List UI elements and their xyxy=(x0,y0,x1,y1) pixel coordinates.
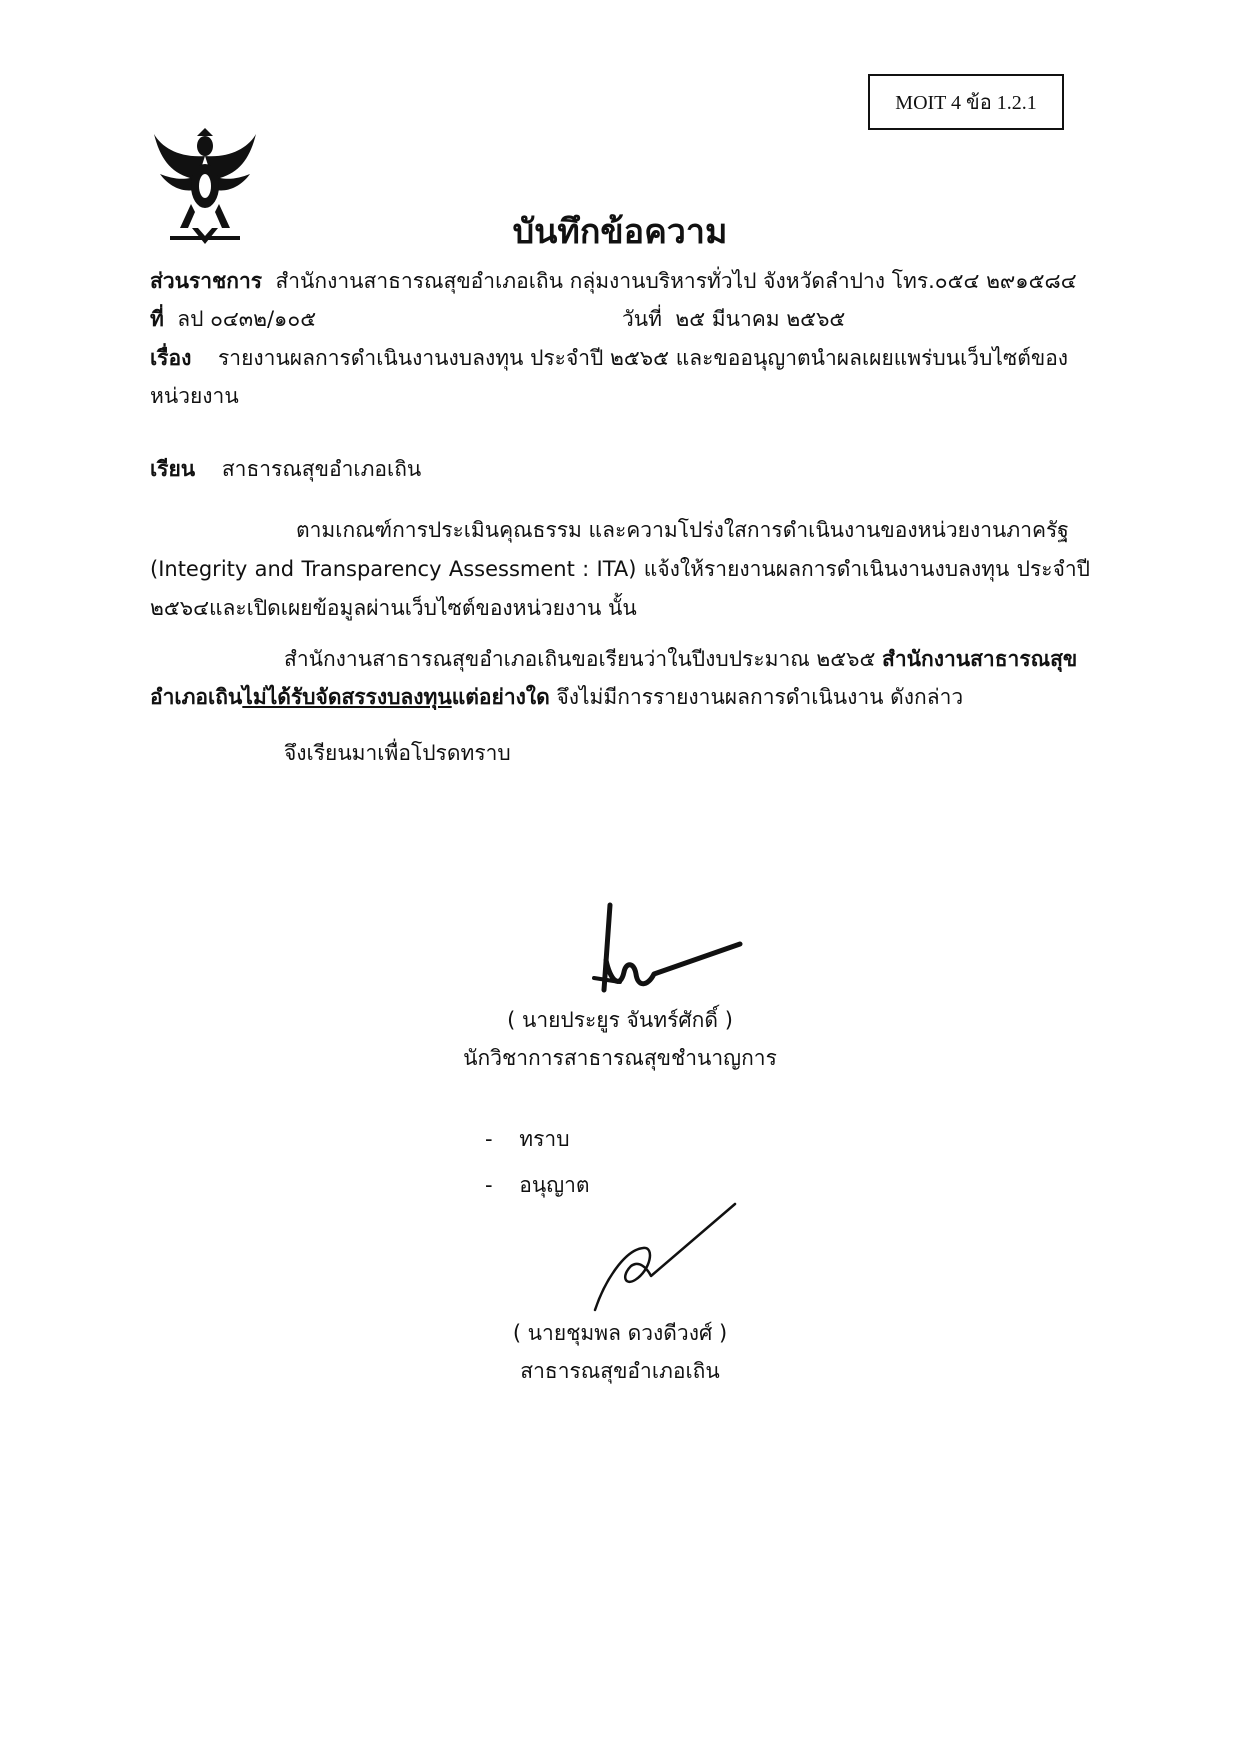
paragraph-2-tail: จึงไม่มีการรายงานผลการดำเนินงาน ดังกล่าว xyxy=(549,685,964,709)
agency-line xyxy=(150,266,1077,296)
ref-line xyxy=(150,304,316,334)
approval-item-1 xyxy=(485,1124,570,1154)
paragraph-2-bold-office: สำนักงานสาธารณสุข xyxy=(882,647,1078,671)
ref-label: ที่ xyxy=(150,307,164,331)
signer-2-position: สาธารณสุขอำเภอเถิน xyxy=(520,1359,720,1383)
date-label: วันที่ xyxy=(622,307,662,331)
salutation-value: สาธารณสุขอำเภอเถิน xyxy=(221,457,422,481)
signer-1-position: นักวิชาการสาธารณสุขชำนาญการ xyxy=(463,1046,777,1070)
ref-value: ลป ๐๔๓๒/๑๐๕ xyxy=(177,307,317,331)
approval-dash: - xyxy=(485,1127,493,1151)
approval-item-2 xyxy=(485,1170,590,1200)
paragraph-2-line-2 xyxy=(150,682,963,712)
subject-line xyxy=(150,343,1068,373)
subject-label: เรื่อง xyxy=(150,346,192,370)
signer-1-name: ( นายประยูร จันทร์ศักดิ์ ) xyxy=(507,1008,733,1032)
subject-value: รายงานผลการดำเนินงานงบลงทุน ประจำปี ๒๕๖๕ และขออนุญาตนำผลเผยแพร่บนเว็บไซต์ของ xyxy=(218,346,1069,370)
closing-line: จึงเรียนมาเพื่อโปรดทราบ xyxy=(284,741,511,765)
approval-text: อนุญาต xyxy=(519,1173,590,1197)
paragraph-2-bold-tail: แต่อย่างใด xyxy=(451,685,550,709)
paragraph-1-line-3: ๒๕๖๔และเปิดเผยข้อมูลผ่านเว็บไซต์ของหน่วยงาน นั้น xyxy=(150,596,637,620)
salutation-label: เรียน xyxy=(150,457,196,481)
agency-label: ส่วนราชการ xyxy=(150,269,263,293)
agency-value: สำนักงานสาธารณสุขอำเภอเถิน กลุ่มงานบริหารทั่วไป จังหวัดลำปาง โทร.๐๕๔ ๒๙๑๕๘๔ xyxy=(275,269,1077,293)
paragraph-1-line-2: (Integrity and Transparency Assessment : ITA) แจ้งให้รายงานผลการดำเนินงานงบลงทุน ประจำปี xyxy=(150,557,1090,581)
approval-text: ทราบ xyxy=(519,1127,570,1151)
subject-line-2: หน่วยงาน xyxy=(150,384,239,408)
reference-box: MOIT 4 ข้อ 1.2.1 xyxy=(868,74,1064,130)
paragraph-2-bold-district: อำเภอเถิน xyxy=(150,685,243,709)
date-value: ๒๕ มีนาคม ๒๕๖๕ xyxy=(675,307,846,331)
memo-title: บันทึกข้อความ xyxy=(512,212,728,252)
salutation-line xyxy=(150,454,421,484)
signature-2-icon xyxy=(585,1200,745,1320)
paragraph-2-text: สำนักงานสาธารณสุขอำเภอเถินขอเรียนว่าในปีงบประมาณ ๒๕๖๕ xyxy=(284,647,883,671)
date-line xyxy=(622,304,845,334)
paragraph-2-underlined: ไม่ได้รับจัดสรรงบลงทุน xyxy=(242,685,452,709)
signer-2-name: ( นายชุมพล ดวงดีวงศ์ ) xyxy=(512,1321,728,1345)
approval-dash: - xyxy=(485,1173,493,1197)
paragraph-1-line-1: ตามเกณฑ์การประเมินคุณธรรม และความโปร่งใสการดำเนินงานของหน่วยงานภาครัฐ xyxy=(296,518,1069,542)
signature-1-icon xyxy=(590,900,750,1000)
paragraph-2-line-1 xyxy=(284,644,1077,674)
